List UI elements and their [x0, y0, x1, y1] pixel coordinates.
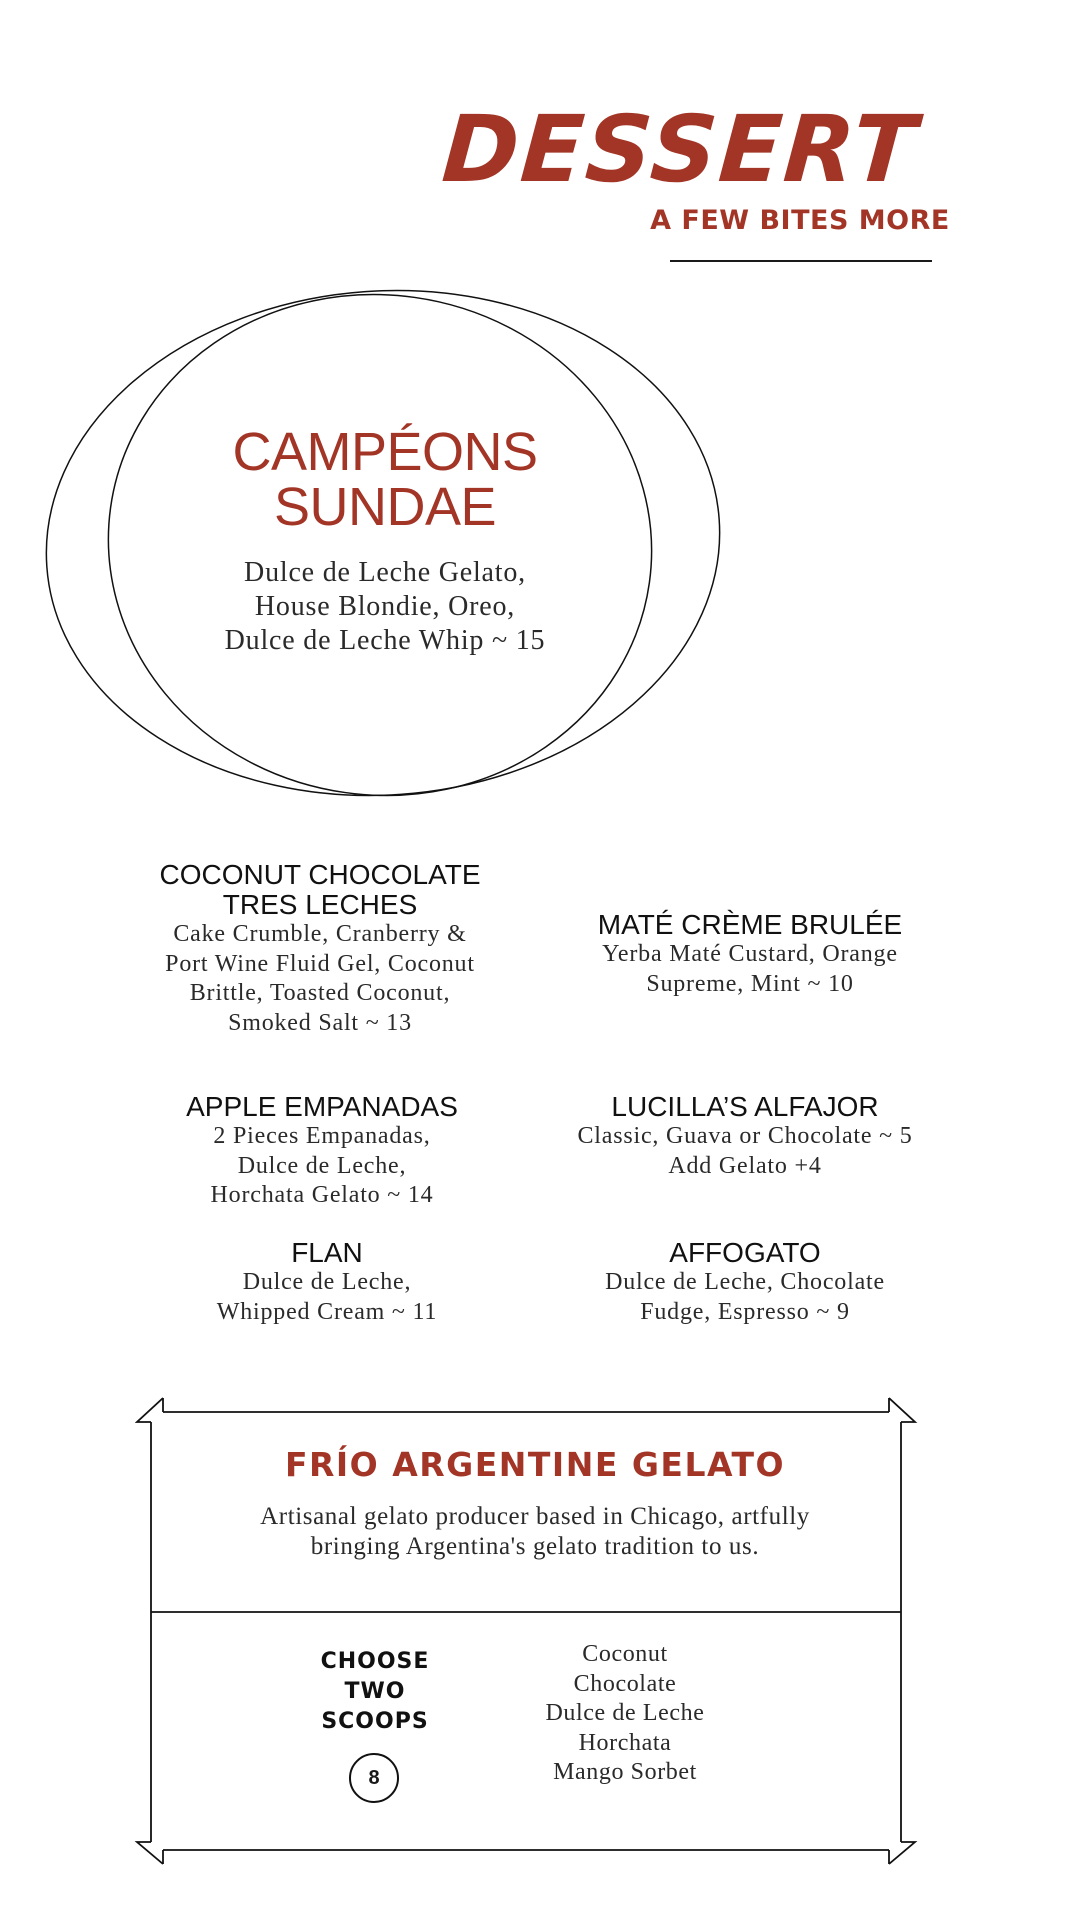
- menu-item: [120, 860, 520, 1038]
- menu-item: [545, 1238, 945, 1327]
- gelato-section-description: Artisanal gelato producer based in Chicago, artfully bringing Argentina's gelato tradition to us.: [260, 1503, 810, 1560]
- menu-item: [545, 1092, 945, 1181]
- menu-item-description: 2 Pieces Empanadas, Dulce de Leche, Horchata Gelato ~ 14: [210, 1123, 434, 1208]
- menu-item-name: MATÉ CRÈME BRULÉE: [597, 909, 903, 940]
- gelato-flavor-list: [500, 1640, 750, 1788]
- menu-item-description: Dulce de Leche, Whipped Cream ~ 11: [216, 1269, 438, 1325]
- gelato-section-title: FRÍO ARGENTINE GELATO: [284, 1445, 786, 1484]
- feature-name-line-2: SUNDAE: [273, 477, 497, 537]
- menu-item-description: Cake Crumble, Cranberry & Port Wine Fluid Gel, Coconut Brittle, Toasted Coconut, Smoked Salt ~ 13: [165, 921, 475, 1036]
- choose-scoops-label: CHOOSE TWO SCOOPS: [320, 1649, 430, 1734]
- menu-item-name: LUCILLA’S ALFAJOR: [611, 1091, 879, 1122]
- flavor-item: Horchata: [578, 1729, 672, 1756]
- flavor-item: Dulce de Leche: [545, 1700, 705, 1727]
- feature-dish-name: [150, 422, 620, 537]
- feature-name-line-1: CAMPÉONS: [232, 422, 538, 482]
- menu-item-description: Dulce de Leche, Chocolate Fudge, Espresso ~ 9: [605, 1269, 885, 1325]
- menu-item-name: FLAN: [291, 1237, 363, 1268]
- menu-subtitle: A FEW BITES MORE: [650, 205, 950, 236]
- menu-item: [122, 1092, 522, 1211]
- menu-item-description: Yerba Maté Custard, Orange Supreme, Mint ~ 10: [602, 941, 898, 997]
- menu-item: [550, 910, 950, 999]
- menu-item: [127, 1238, 527, 1327]
- menu-title: DESSERT: [438, 96, 922, 203]
- feature-dish-description: Dulce de Leche Gelato, House Blondie, Oreo, Dulce de Leche Whip ~ 15: [224, 557, 546, 656]
- gelato-price-badge: 8: [349, 1753, 399, 1803]
- flavor-item: Mango Sorbet: [553, 1759, 697, 1786]
- menu-item-name: AFFOGATO: [669, 1237, 821, 1268]
- flavor-item: Coconut: [582, 1641, 668, 1667]
- menu-item-description: Classic, Guava or Chocolate ~ 5 Add Gelato +4: [577, 1123, 913, 1179]
- menu-item-name: APPLE EMPANADAS: [186, 1091, 458, 1122]
- flavor-item: Chocolate: [573, 1670, 677, 1697]
- menu-item-name: COCONUT CHOCOLATE TRES LECHES: [159, 859, 481, 920]
